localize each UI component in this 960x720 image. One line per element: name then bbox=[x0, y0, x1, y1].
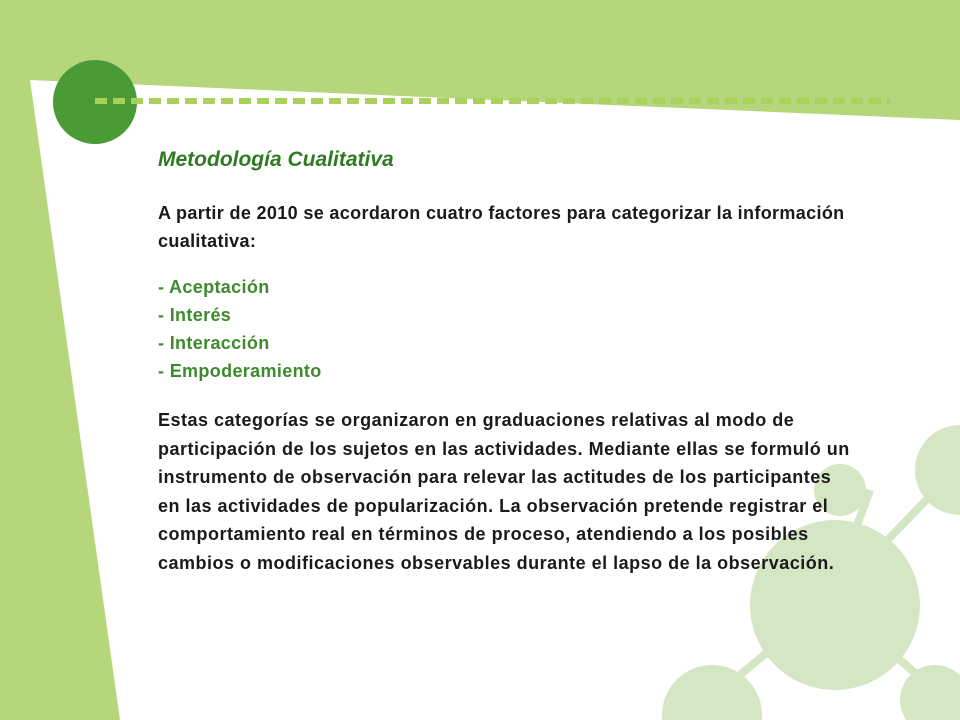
slide-content bbox=[158, 148, 878, 595]
slide-title: Metodología Cualitativa bbox=[158, 148, 394, 171]
factor-list bbox=[158, 273, 878, 385]
body-paragraph: Estas categorías se organizaron en graduaciones relativas al modo de participación de los sujetos en las actividades. Mediante ellas se formuló un instrumento de observación para relevar las actitudes de los participantes en las actividades de popularización. La observación pretende registrar el comportamiento real en términos de proceso, atendiendo a los posibles cambios o modificaciones observables durante el lapso de la observación. bbox=[158, 410, 850, 573]
factor-item: - Interés bbox=[158, 305, 232, 325]
intro-paragraph: A partir de 2010 se acordaron cuatro factores para categorizar la información cualitativa: bbox=[158, 203, 845, 251]
factor-item: - Empoderamiento bbox=[158, 361, 322, 381]
factor-item: - Interacción bbox=[158, 333, 270, 353]
factor-item: - Aceptación bbox=[158, 277, 270, 297]
